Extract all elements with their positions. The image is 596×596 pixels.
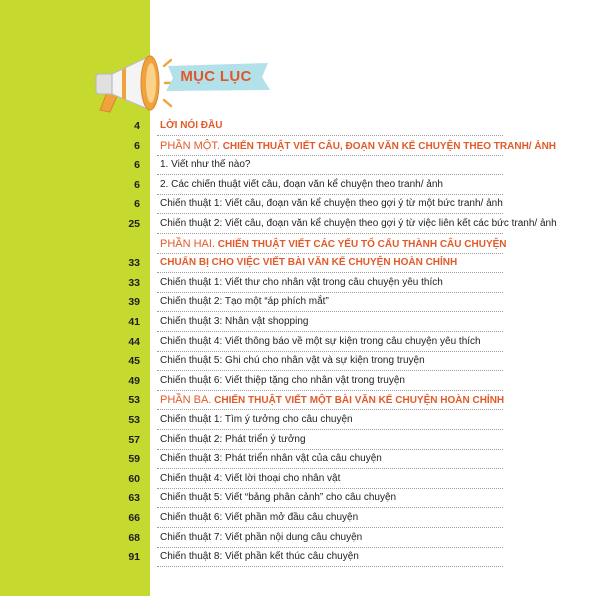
toc-row[interactable] <box>0 175 596 195</box>
toc-page-number: 25 <box>128 218 140 230</box>
toc-row[interactable] <box>0 253 596 273</box>
toc-entry: Chiến thuật 1: Tìm ý tưởng cho câu chuyện <box>160 414 353 425</box>
toc-row[interactable] <box>0 214 596 234</box>
toc-part-heading <box>160 234 590 255</box>
toc-entry: 2. Các chiến thuật viết câu, đoạn văn kể chuyện theo tranh/ ảnh <box>160 178 443 190</box>
toc-page-number: 39 <box>128 296 140 309</box>
toc-page-number: 33 <box>128 257 140 270</box>
toc-page-number: 60 <box>128 472 140 485</box>
toc-entry: Chiến thuật 6: Viết phần mở đầu câu chuyện <box>160 512 359 523</box>
toc-row[interactable] <box>0 547 596 567</box>
part-title: CHIẾN THUẬT VIẾT CÁC YẾU TỐ CẤU THÀNH CÂU CHUYỆN <box>217 238 507 250</box>
toc-entry: Chiến thuật 3: Nhân vật shopping <box>160 316 309 327</box>
toc-entry: Chiến thuật 8: Viết phần kết thúc câu chuyện <box>160 551 359 563</box>
toc-page-number: 66 <box>128 512 140 524</box>
megaphone-icon <box>88 48 172 116</box>
toc-entry: Chiến thuật 5: Ghi chú cho nhân vật và sự kiện trong truyện <box>160 355 425 367</box>
toc-row[interactable] <box>0 508 596 528</box>
toc-entry: Chiến thuật 5: Viết “bảng phân cảnh” cho câu chuyện <box>160 492 397 504</box>
toc-row[interactable] <box>0 194 596 214</box>
toc-page-number: 4 <box>134 120 140 132</box>
toc-entry: Chiến thuật 4: Viết thông báo về một sự kiện trong câu chuyện yêu thích <box>160 335 481 347</box>
toc-page-number: 68 <box>128 531 140 544</box>
part-label: PHẦN BA. <box>160 394 212 407</box>
toc-row[interactable] <box>0 488 596 508</box>
toc-row[interactable] <box>0 430 596 450</box>
toc-page-number: 91 <box>128 551 140 564</box>
toc-entry: Chiến thuật 6: Viết thiệp tặng cho nhân vật trong truyện <box>160 374 405 386</box>
toc-entry: Chiến thuật 2: Viết câu, đoạn văn kể chuyện theo gợi ý từ việc liên kết các bức tranh/ ảnh <box>160 218 557 229</box>
part-title: CHIẾN THUẬT VIẾT CÂU, ĐOẠN VĂN KỂ CHUYỆN THEO TRANH/ ẢNH <box>222 140 557 152</box>
toc-part-heading <box>160 390 590 411</box>
toc-entry: Chiến thuật 2: Tạo một “áp phích mắt” <box>160 296 329 308</box>
toc-row[interactable] <box>0 292 596 312</box>
toc-page-number: 6 <box>134 139 140 152</box>
part-title: CHIẾN THUẬT VIẾT MỘT BÀI VĂN KỂ CHUYỆN HOÀN CHỈNH <box>214 395 505 407</box>
toc-entry: Chiến thuật 1: Viết thư cho nhân vật trong câu chuyện yêu thích <box>160 276 443 288</box>
toc-page-number: 53 <box>128 414 140 426</box>
toc-row[interactable] <box>0 136 596 156</box>
toc-section-heading: LỜI NÓI ĐẦU <box>160 120 223 131</box>
toc-entry: Chiến thuật 1: Viết câu, đoạn văn kể chuyện theo gợi ý từ một bức tranh/ ảnh <box>160 198 503 210</box>
toc-page-number: 41 <box>128 316 140 328</box>
toc-row[interactable] <box>0 469 596 489</box>
toc-row[interactable] <box>0 116 596 136</box>
page-title: MỤC LỤC <box>180 68 252 85</box>
toc-page-number: 6 <box>134 198 140 211</box>
toc-page-number: 57 <box>128 433 140 446</box>
toc-row[interactable] <box>0 273 596 293</box>
toc-row[interactable] <box>0 312 596 332</box>
toc-section-heading: CHUẨN BỊ CHO VIỆC VIẾT BÀI VĂN KỂ CHUYỆN HOÀN CHỈNH <box>160 257 458 269</box>
toc-row[interactable] <box>0 155 596 175</box>
toc-entry: Chiến thuật 7: Viết phần nội dung câu chuyện <box>160 531 363 543</box>
toc-page-number: 53 <box>128 394 140 407</box>
toc-entry: Chiến thuật 3: Phát triển nhân vật của câu chuyện <box>160 453 382 465</box>
toc-row[interactable] <box>0 351 596 371</box>
toc-page-number: 33 <box>128 276 140 289</box>
toc-row[interactable] <box>0 390 596 410</box>
toc-row[interactable] <box>0 371 596 391</box>
toc-entry: 1. Viết như thế nào? <box>160 159 251 171</box>
toc-page-number: 44 <box>128 335 140 348</box>
toc-page-number: 63 <box>128 492 140 505</box>
toc-row[interactable] <box>0 528 596 548</box>
toc-row[interactable] <box>0 332 596 352</box>
toc-page-number: 49 <box>128 374 140 387</box>
toc-page-number: 59 <box>128 453 140 466</box>
toc-row[interactable] <box>0 449 596 469</box>
part-label: PHẦN HAI. <box>160 237 216 250</box>
part-label: PHẦN MỘT. <box>160 139 220 152</box>
toc-entry: Chiến thuật 2: Phát triển ý tưởng <box>160 433 306 445</box>
toc-page-number: 6 <box>134 159 140 172</box>
row-divider <box>157 566 503 567</box>
toc-part-heading <box>160 136 590 157</box>
toc-row[interactable] <box>0 234 596 254</box>
toc-page-number: 6 <box>134 178 140 191</box>
toc-page-number: 45 <box>128 355 140 368</box>
toc-entry: Chiến thuật 4: Viết lời thoại cho nhân vật <box>160 472 341 484</box>
toc-row[interactable] <box>0 410 596 430</box>
